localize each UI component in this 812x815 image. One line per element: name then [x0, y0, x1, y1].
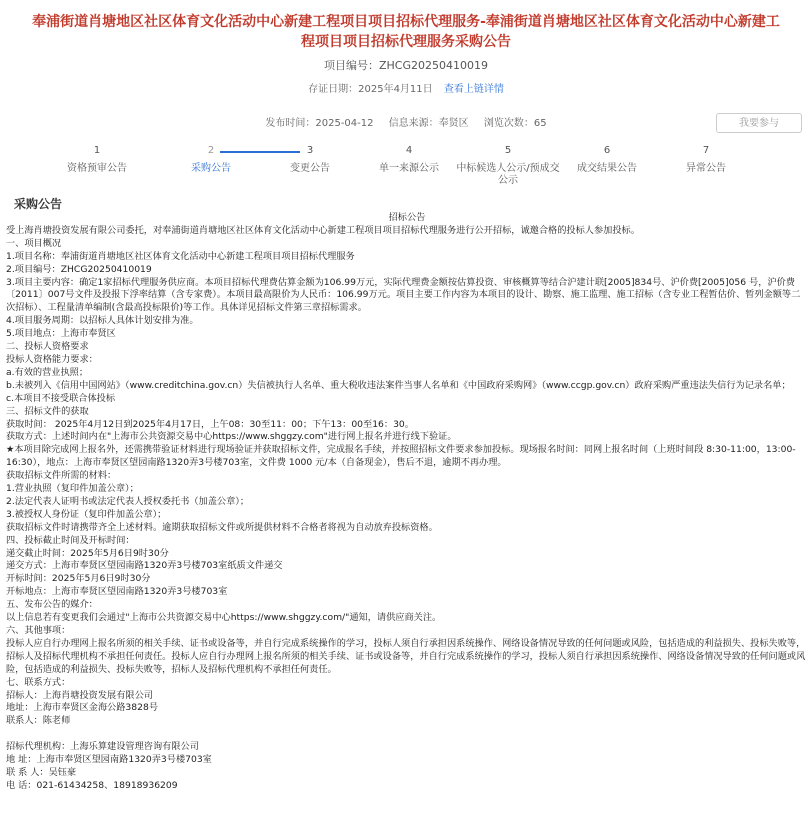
evidence-date: 存证日期：2025年4月11日	[308, 84, 433, 95]
step-abnormal-notice[interactable]: 7 异常公告	[686, 145, 726, 174]
notice-line: 2.项目编号：ZHCG20250410019	[6, 263, 152, 275]
notice-line: 开标时间：2025年5月6日9时30分	[6, 573, 151, 585]
notice-heading: 招标公告	[388, 212, 426, 223]
step-result-notice[interactable]: 6 成交结果公告	[577, 145, 637, 174]
notice-line: 二、投标人资格要求	[6, 341, 89, 353]
notice-line: 获取招标文件所需的材料：	[6, 470, 117, 482]
join-button[interactable]: 我要参与	[716, 113, 802, 133]
notice-line: 地址：上海市奉贤区金海公路3828号	[6, 702, 159, 714]
publish-info-row	[0, 113, 812, 135]
notice-line: 获取招标文件时请携带齐全上述材料。逾期获取招标文件或所提供材料不合格者将视为自动放弃投标资格。	[6, 521, 438, 533]
step-single-source[interactable]: 4 单一来源公示	[379, 145, 439, 174]
notice-line: 七、联系方式：	[6, 676, 71, 688]
notice-line: 招标代理机构：上海乐算建设管理咨询有限公司	[6, 741, 199, 753]
notice-line: 联 系 人：吴钰豪	[6, 766, 77, 778]
info-source: 信息来源：奉贤区	[388, 118, 469, 129]
notice-body	[0, 212, 812, 793]
notice-line: 受上海肖塘投资发展有限公司委托，对奉浦街道肖塘地区社区体育文化活动中心新建工程项目项目招标代理服务进行公开招标，诚邀合格的投标人参加投标。	[6, 224, 640, 236]
notice-line: 1.营业执照（复印件加盖公章）；	[6, 483, 139, 495]
process-steps	[0, 143, 812, 195]
notice-line: 投标人应自行办理网上报名所须的相关手续、证书或设备等，并自行完成系统操作的学习，投标人须自行承担因系统操作、网络设备情况导致的任何问题或风险，包括造成的利益损失、投标失败等，招标人及招标代理机构不承担任何责任。投标人应自行办理网上报名所须的相关手续、证书或设备等，并自行完成系统操作的学习，投标人须自行承担因系统操作、网络设备情况导致的任何问题或风险，包括造成的利益损失、投标失败等，招标人及招标代理机构不承担任何责任。	[6, 637, 806, 675]
notice-line: 一、项目概况	[6, 237, 62, 249]
notice-line: 开标地点：上海市奉贤区望园南路1320弄3号楼703室	[6, 586, 228, 598]
notice-line: c.本项目不接受联合体投标	[6, 392, 116, 404]
notice-line: 4.项目服务周期：以招标人具体计划安排为准。	[6, 315, 199, 327]
notice-line: a.有效的营业执照；	[6, 366, 89, 378]
notice-line	[6, 728, 808, 741]
notice-line: 招标人：上海肖塘投资发展有限公司	[6, 689, 153, 701]
notice-line: 四、投标截止时间及开标时间：	[6, 534, 135, 546]
notice-line: ★本项目除完成网上报名外，还需携带验证材料进行现场验证并获取招标文件，完成报名手续，并按照招标文件要求参加投标。现场报名时间：同网上报名时间（上班时间段 8:30-11:00，13:00-16:30），地点：上海市奉贤区望园南路1320弄3号楼703室，文件费 1000 元/本（自备现金），售后不退，逾期不再办理。	[6, 444, 796, 469]
notice-line: 三、招标文件的获取	[6, 405, 89, 417]
notice-lines	[6, 225, 808, 793]
notice-line: 获取时间： 2025年4月12日到2025年4月17日，上午08：30至11：00；下午13：00至16：30。	[6, 418, 414, 430]
step-change-notice[interactable]: 3 变更公告	[290, 145, 330, 174]
notice-line: 1.项目名称：奉浦街道肖塘地区社区体育文化活动中心新建工程项目项目招标代理服务	[6, 250, 355, 262]
notice-line: 以上信息若有变更我们会通过"上海市公共资源交易中心https://www.shggzy.com/"通知，请供应商关注。	[6, 612, 442, 624]
publish-time: 发布时间：2025-04-12	[265, 118, 374, 129]
notice-line: 投标人资格能力要求：	[6, 353, 98, 365]
notice-line: 地 址：上海市奉贤区望园南路1320弄3号楼703室	[6, 754, 212, 766]
notice-line: 2.法定代表人证明书或法定代表人授权委托书（加盖公章）；	[6, 495, 250, 507]
page-title: 奉浦街道肖塘地区社区体育文化活动中心新建工程项目项目招标代理服务-奉浦街道肖塘地区社区体育文化活动中心新建工程项目项目招标代理服务采购公告	[32, 14, 780, 50]
notice-line: 获取方式：上述时间内在"上海市公共资源交易中心https://www.shggzy.com"进行网上报名并进行线下验证。	[6, 431, 457, 443]
notice-line: 3.项目主要内容：确定1家招标代理服务供应商。本项目招标代理费估算金额为106.99万元，实际代理费金额按估算投资、审核概算等结合沪建计联[2005]834号、沪价费[2005]056 号，沪价费〔2011〕007号文件及投报下浮率结算（含专家费）。本项目最高限价为人民币：106.99万元。项目主要工作内容为本项目的设计、勘察、施工监理、施工招标（含专业工程暂估价、暂列金额等二次招标）、工程量清单编制(含最高投标限价)等工作。具体详见招标文件第三章招标需求。	[6, 276, 801, 314]
project-number: 项目编号：ZHCG20250410019	[324, 59, 488, 72]
view-count: 浏览次数：65	[483, 118, 547, 129]
notice-line: 联系人：陈老师	[6, 715, 71, 727]
notice-line: 3.被授权人身份证（复印件加盖公章）；	[6, 508, 167, 520]
notice-line: b.未被列入《信用中国网站》（www.creditchina.gov.cn）失信被执行人名单、重大税收违法案件当事人名单和《中国政府采购网》（www.ccgp.gov.cn）政府采购严重违法失信行为记录名单；	[6, 379, 791, 391]
notice-line: 递交截止时间：2025年5月6日9时30分	[6, 547, 169, 559]
notice-line: 六、其他事项：	[6, 625, 71, 636]
step-prequalification[interactable]: 1 资格预审公告	[67, 145, 127, 174]
notice-line: 5.项目地点：上海市奉贤区	[6, 328, 116, 340]
notice-line: 五、发布公告的媒介：	[6, 599, 98, 611]
section-title: 采购公告	[14, 197, 63, 211]
notice-line: 电 话：021-61434258、18918936209	[6, 779, 178, 791]
evidence-detail-link[interactable]: 查看上链详情	[443, 84, 504, 95]
step-procurement-notice[interactable]: 2 采购公告	[191, 145, 231, 174]
step-candidate-publicity[interactable]: 5 中标候选人公示/预成交公示	[456, 145, 560, 186]
evidence-row	[0, 80, 812, 95]
notice-line: 递交方式：上海市奉贤区望园南路1320弄3号楼703室纸质文件递交	[6, 560, 283, 572]
